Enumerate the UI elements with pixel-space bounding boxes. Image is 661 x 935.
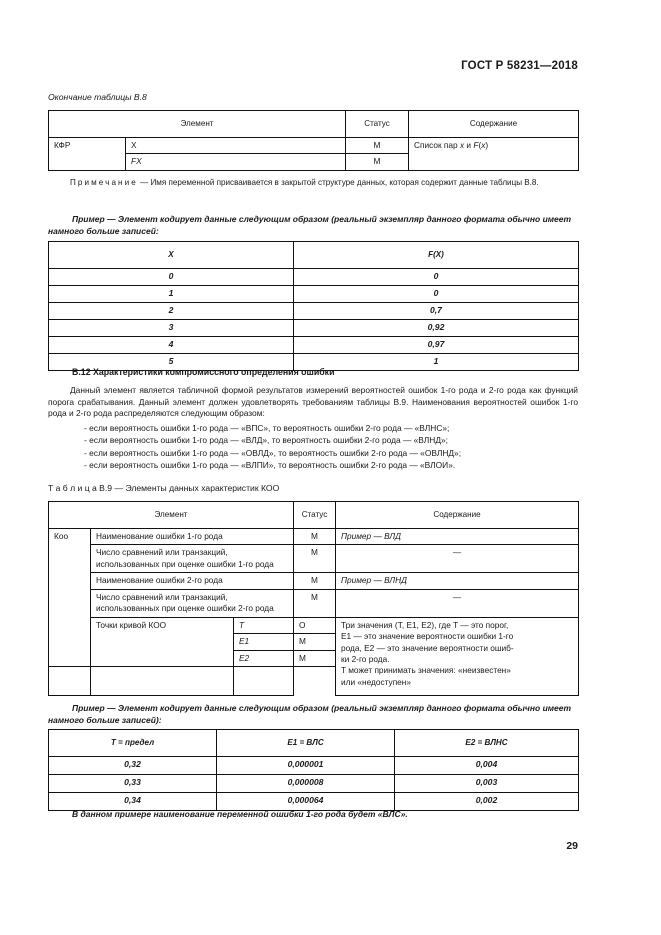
example-2-cell-t: 0,34: [49, 793, 217, 811]
example-2-closing-note: В данном примере наименование переменной ошибки 1-го рода будет «ВЛС».: [72, 809, 408, 819]
table-b8-element-x: X: [126, 138, 346, 154]
example-2-cell-t: 0,32: [49, 757, 217, 775]
table-b8: [48, 110, 579, 171]
table-row: [49, 589, 579, 617]
section-b12-paragraph: [48, 385, 578, 420]
example-1-intro-text: Пример — Элемент кодирует данные следующим образом (реальный экземпляр данного формата обычно имеет намного больше записей:: [48, 214, 572, 237]
table-row: [49, 320, 579, 337]
example-2-header-row: [49, 730, 579, 757]
example-1-cell-x: 3: [49, 320, 294, 337]
table-b9-element-count2: Число сравнений или транзакций, использованных при оценке ошибки 2-го рода: [91, 589, 294, 617]
table-b9-element-err2-name: Наименование ошибки 2-го рода: [91, 573, 294, 589]
table-b8-status-fx: М: [346, 154, 409, 170]
table-b9: [48, 501, 579, 696]
table-b9-content-example-vld: Пример — ВЛД: [336, 529, 579, 545]
example-2-cell-e2: 0,004: [395, 757, 579, 775]
table-b9-sub-e1: E1: [234, 634, 294, 650]
table-b9-status-e1: М: [294, 634, 336, 650]
table-b8-status-x: М: [346, 138, 409, 154]
example-1-col-x: X: [49, 242, 294, 269]
list-item: - если вероятность ошибки 1-го рода — «ОВЛД», то вероятность ошибки 2-го рода — «ОВЛНД»;: [84, 447, 462, 458]
curve-desc-line-6: или «недоступен»: [341, 676, 411, 687]
table-row: [49, 337, 579, 354]
example-1-cell-x: 5: [49, 354, 294, 371]
example-2-cell-e2: 0,003: [395, 775, 579, 793]
table-row: [49, 545, 579, 573]
table-b9-sub-e2: E2: [234, 650, 294, 666]
example-1-cell-fx: 0,92: [294, 320, 579, 337]
table-b9-col-content: Содержание: [336, 502, 579, 529]
example-1-cell-fx: 1: [294, 354, 579, 371]
table-b9-status: М: [294, 529, 336, 545]
document-standard-header: ГОСТ Р 58231—2018: [461, 60, 578, 72]
example-2-intro-text: Пример — Элемент кодирует данные следующим образом (реальный экземпляр данного формата обычно имеет намного больше записей):: [48, 703, 572, 726]
table-b9-element-count1: Число сравнений или транзакций, использованных при оценке ошибки 1-го рода: [91, 545, 294, 573]
table-b9-col-status: Статус: [294, 502, 336, 529]
curve-desc-line-1: Три значения (T, E1, E2), где T — это порог,: [341, 619, 509, 630]
example-1-cell-fx: 0: [294, 269, 579, 286]
curve-desc-line-3: рода, E2 — это значение вероятности ошиб-: [341, 642, 514, 653]
example-2-cell-e1: 0,000008: [217, 775, 395, 793]
list-item: - если вероятность ошибки 1-го рода — «ВЛД», то вероятность ошибки 2-го рода — «ВЛНД»;: [84, 435, 449, 446]
table-b8-header-row: [49, 111, 579, 138]
table-b9-status: М: [294, 573, 336, 589]
table-row: [49, 286, 579, 303]
example-1-cell-fx: 0: [294, 286, 579, 303]
table-b9-spacer-cell-3: [234, 667, 294, 696]
example-1-cell-x: 1: [49, 286, 294, 303]
table-b8-col-content: Содержание: [409, 111, 579, 138]
section-b12-bullet-list: [48, 422, 578, 472]
table-b9-content-dash: —: [336, 589, 579, 617]
example-2-col-e1: E1 = ВЛС: [217, 730, 395, 757]
table-b9-element-err1-name: Наименование ошибки 1-го рода: [91, 529, 294, 545]
table-b9-sub-t: T: [234, 617, 294, 633]
example-1-table: [48, 241, 579, 371]
table-row: [49, 793, 579, 811]
example-1-cell-fx: 0,97: [294, 337, 579, 354]
table-b9-content-dash: —: [336, 545, 579, 573]
curve-desc-line-4: ки 2-го рода.: [341, 654, 390, 665]
example-2-cell-t: 0,33: [49, 775, 217, 793]
example-1-cell-fx: 0,7: [294, 303, 579, 320]
table-row: [49, 573, 579, 589]
table-b9-content-curve-description: [336, 617, 579, 695]
table-b9-col-element: Элемент: [49, 502, 294, 529]
table-b8-col-status: Статус: [346, 111, 409, 138]
page-number: 29: [566, 840, 578, 852]
example-1-cell-x: 0: [49, 269, 294, 286]
table-b9-element-curve-points: Точки кривой КОО: [91, 617, 234, 666]
section-b12-paragraph-text: Данный элемент является табличной формой результатов измерений вероятностей ошибок 1-го рода и 2-го рода как функций порога срабатывания. Данный элемент должен удовлетворять требованиям таблицы В.9. Наименования вероятностей ошибок 1-го рода и 2-го рода распределяются следующим образом:: [48, 385, 578, 419]
example-1-intro: [48, 213, 578, 237]
example-1-col-fx: F(X): [294, 242, 579, 269]
table-b9-status: М: [294, 545, 336, 573]
table-b8-note: Примечание — Имя переменной присваивается в закрытой структуре данных, которая содержит данные таблицы В.8.: [70, 178, 539, 187]
section-b12-heading: В.12 Характеристики компромиссного определения ошибки: [72, 367, 335, 377]
table-row: [49, 138, 579, 154]
table-b9-status-e2: М: [294, 650, 336, 666]
list-item: - если вероятность ошибки 1-го рода — «ВПС», то вероятность ошибки 2-го рода — «ВЛНС»;: [84, 423, 450, 433]
curve-desc-line-5: T может принимать значения: «неизвестен»: [341, 665, 511, 676]
curve-desc-line-2: E1 — это значение вероятности ошибки 1-го: [341, 631, 514, 642]
table-row: [49, 617, 579, 633]
example-1-header-row: [49, 242, 579, 269]
example-1-cell-x: 4: [49, 337, 294, 354]
table-b9-group-label: Коо: [49, 529, 91, 667]
table-row: [49, 757, 579, 775]
example-1-cell-x: 2: [49, 303, 294, 320]
table-b8-element-fx: FX: [126, 154, 346, 170]
table-row: [49, 775, 579, 793]
example-2-cell-e2: 0,002: [395, 793, 579, 811]
table-b9-spacer-cell-1: [49, 667, 91, 696]
example-2-cell-e1: 0,000064: [217, 793, 395, 811]
table-b9-caption: Т а б л и ц а В.9 — Элементы данных характеристик КОО: [48, 483, 280, 493]
table-b8-col-element: Элемент: [49, 111, 346, 138]
table-b8-group-label: КФР: [49, 138, 126, 171]
table-b9-status: М: [294, 589, 336, 617]
table-b9-content-example-vlnd: Пример — ВЛНД: [336, 573, 579, 589]
table-row: [49, 303, 579, 320]
table-b9-spacer-cell-2: [91, 667, 234, 696]
example-2-intro: [48, 702, 578, 726]
table-b8-caption: Окончание таблицы В.8: [48, 92, 147, 102]
list-item: - если вероятность ошибки 1-го рода — «ВЛПИ», то вероятность ошибки 2-го рода — «ВЛОИ».: [84, 460, 456, 471]
example-2-table: [48, 729, 579, 811]
table-row: [49, 529, 579, 545]
table-b9-header-row: [49, 502, 579, 529]
example-2-col-e2: E2 = ВЛНС: [395, 730, 579, 757]
example-2-cell-e1: 0,000001: [217, 757, 395, 775]
table-b9-status-t: О: [294, 617, 336, 633]
table-b8-content-x: Список пар x и F(x): [409, 138, 579, 171]
example-2-col-t: T = предел: [49, 730, 217, 757]
table-row: [49, 269, 579, 286]
